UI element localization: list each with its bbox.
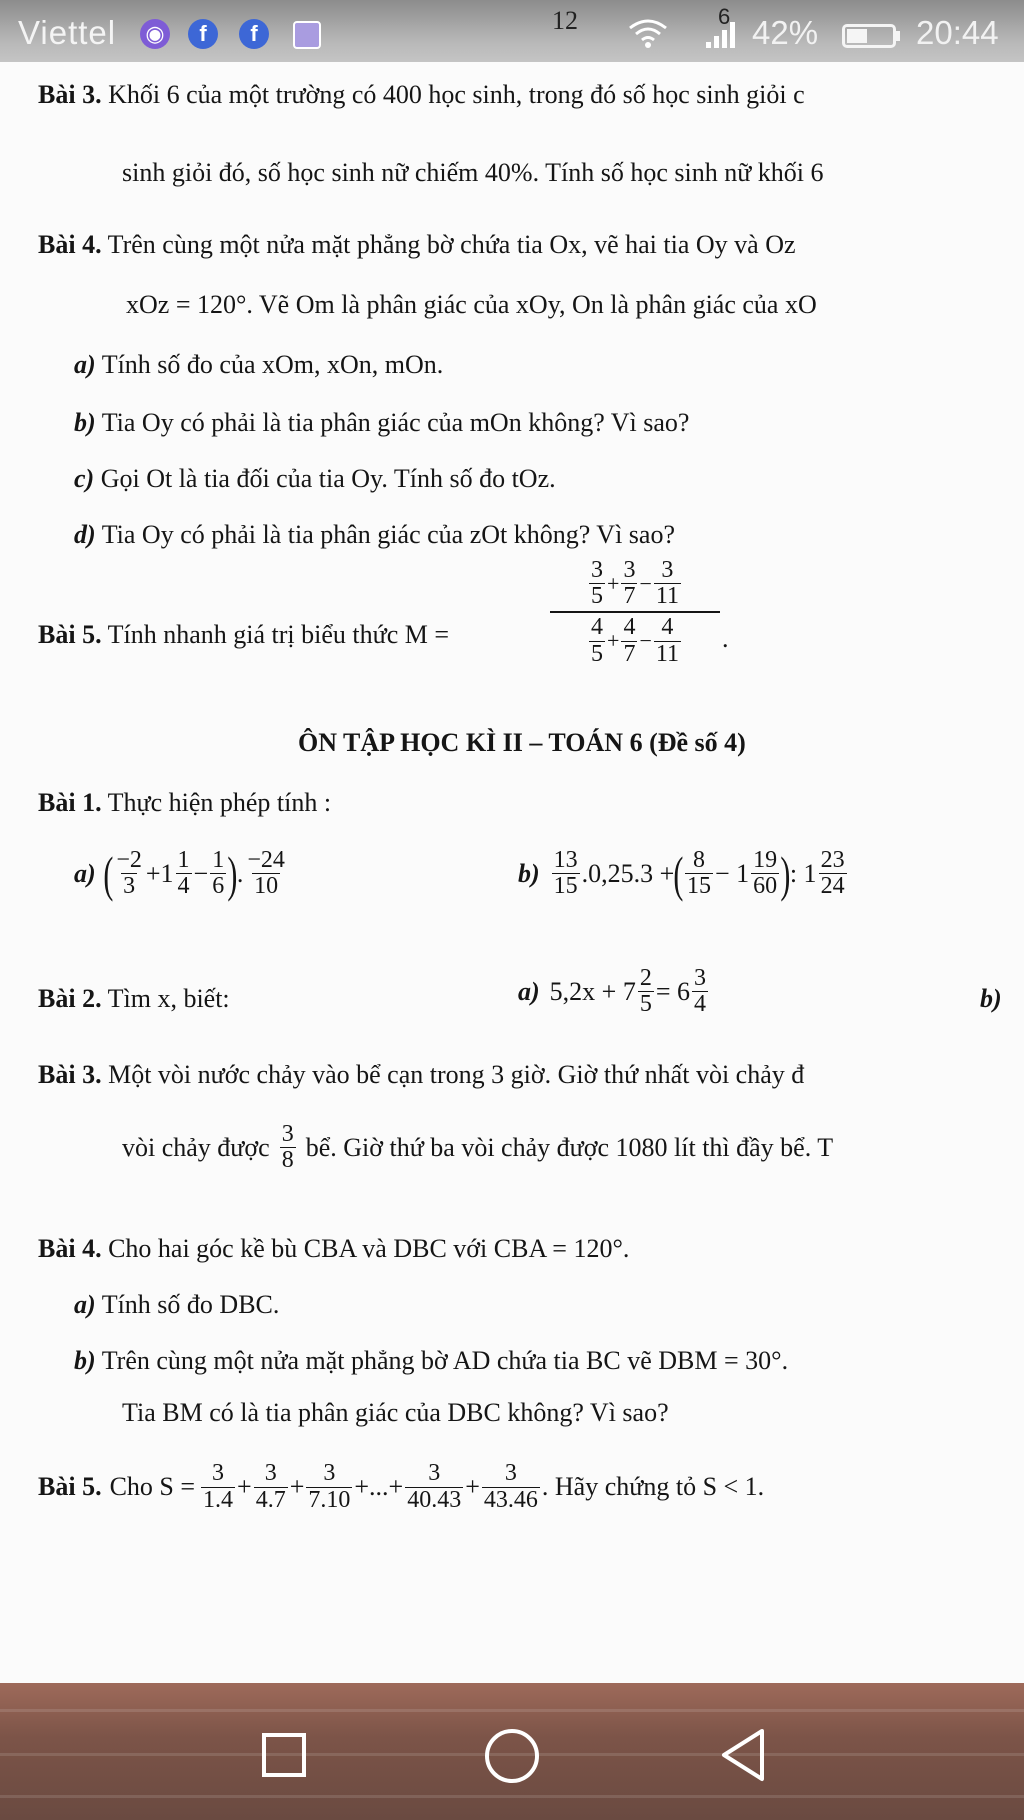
op: − bbox=[639, 570, 652, 596]
paren-open: ( bbox=[103, 845, 113, 902]
frac-den: 8 bbox=[281, 1147, 294, 1174]
p2-label: Bài 2. bbox=[38, 984, 102, 1013]
frac-num: −2 bbox=[116, 847, 142, 873]
p1-a bbox=[74, 845, 289, 902]
b4-a bbox=[74, 350, 443, 380]
home-button[interactable] bbox=[485, 1729, 539, 1783]
frac-den: 4 bbox=[694, 991, 707, 1018]
frac-num: 13 bbox=[553, 847, 578, 873]
b5-prev-text: Tính nhanh giá trị biểu thức M = bbox=[107, 620, 450, 649]
frac-num: 23 bbox=[820, 847, 845, 873]
frac-den: 24 bbox=[820, 873, 845, 900]
frac-num: 3 bbox=[212, 1460, 225, 1487]
frac bbox=[482, 1461, 540, 1512]
signal-extra-label: 6 bbox=[718, 4, 731, 29]
frac-num: 3 bbox=[323, 1460, 336, 1487]
frac-num: 1 bbox=[212, 847, 225, 873]
frac-num: 19 bbox=[753, 847, 778, 873]
p5-post: . Hãy chứng tỏ S < 1. bbox=[541, 1472, 765, 1501]
op: − 1 bbox=[715, 858, 750, 888]
frac-num: 8 bbox=[693, 847, 705, 873]
frac-num: 4 bbox=[591, 614, 604, 641]
b3-prev-line2: sinh giỏi đó, số học sinh nữ chiếm 40%. Tính số học sinh nữ khối 6 bbox=[122, 158, 824, 187]
b5-prev-label: Bài 5. bbox=[38, 620, 102, 649]
op: + bbox=[289, 1472, 305, 1501]
frac-num: 3 bbox=[623, 557, 636, 583]
p3-label: Bài 3. bbox=[38, 1060, 102, 1089]
frac-num: −24 bbox=[247, 847, 285, 873]
frac-den: 15 bbox=[553, 873, 578, 900]
clock: 20:44 bbox=[916, 14, 999, 51]
frac-num: 3 bbox=[281, 1121, 294, 1147]
section-title: ÔN TẬP HỌC KÌ II – TOÁN 6 (Đề số 4) bbox=[298, 728, 746, 757]
b4-c bbox=[74, 464, 556, 494]
frac-den: 10 bbox=[254, 873, 279, 900]
p4-text: Cho hai góc kề bù CBA và DBC với CBA = 120°. bbox=[108, 1234, 630, 1263]
frac bbox=[589, 558, 605, 609]
p2-a bbox=[518, 966, 710, 1017]
paren-open: ( bbox=[673, 845, 684, 902]
frac bbox=[751, 848, 779, 899]
p2-text: Tìm x, biết: bbox=[107, 984, 230, 1013]
frac bbox=[654, 558, 681, 609]
p1-a-label: a) bbox=[74, 858, 96, 888]
back-triangle-icon bbox=[718, 1727, 766, 1783]
p1-label: Bài 1. bbox=[38, 788, 102, 817]
op: − bbox=[193, 858, 209, 888]
frac-num: 4 bbox=[623, 614, 636, 641]
frac-num: 2 bbox=[639, 965, 652, 991]
facebook-icon-2: f bbox=[239, 19, 269, 49]
p3-line1 bbox=[38, 1060, 804, 1090]
frac bbox=[280, 1122, 296, 1173]
paren-close: ) bbox=[227, 845, 238, 902]
op: + bbox=[465, 1472, 480, 1501]
p5-label: Bài 5. bbox=[38, 1472, 102, 1501]
carrier-name: Viettel bbox=[18, 14, 117, 51]
frac-den: 5 bbox=[591, 640, 604, 667]
frac bbox=[819, 848, 847, 899]
recent-apps-button[interactable] bbox=[262, 1733, 306, 1777]
frac-den: 5 bbox=[591, 583, 604, 610]
frac-den: 60 bbox=[753, 873, 778, 900]
p2-a-label: a) bbox=[518, 976, 540, 1006]
op: − bbox=[639, 628, 652, 654]
b4-a-text: Tính số đo của xOm, xOn, mOn. bbox=[101, 350, 444, 379]
p3-text1: Một vòi nước chảy vào bể cạn trong 3 giờ. Giờ thứ nhất vòi chảy đ bbox=[108, 1060, 805, 1089]
frac-den: 7 bbox=[623, 583, 636, 610]
b4-prev-line2: xOz = 120°. Vẽ Om là phân giác của xOy, On là phân giác của xO bbox=[126, 290, 817, 319]
b4-b-label: b) bbox=[74, 408, 96, 437]
b5-period: . bbox=[722, 624, 729, 653]
frac bbox=[654, 615, 681, 666]
b5-prev bbox=[38, 620, 449, 650]
frac-num: 3 bbox=[591, 557, 604, 583]
frac-num: 3 bbox=[504, 1460, 517, 1487]
p3-text2b: bể. Giờ thứ ba vòi chảy được 1080 lít thì đầy bể. T bbox=[305, 1132, 834, 1162]
wifi-icon bbox=[628, 18, 668, 55]
p5-pre: Cho S = bbox=[109, 1472, 196, 1501]
frac bbox=[638, 966, 654, 1017]
frac bbox=[621, 558, 637, 609]
p4-b bbox=[74, 1346, 788, 1376]
b5-complex-fraction bbox=[550, 558, 720, 667]
p4-a bbox=[74, 1290, 279, 1320]
frac-den: 11 bbox=[655, 640, 679, 667]
op: .0,25.3 + bbox=[581, 858, 675, 888]
frac bbox=[552, 848, 580, 899]
facebook-icon: f bbox=[188, 19, 218, 49]
frac bbox=[589, 615, 605, 666]
op: + bbox=[237, 1472, 252, 1501]
b3-prev-label: Bài 3. bbox=[38, 80, 102, 109]
p4-line bbox=[38, 1234, 629, 1264]
p4-label: Bài 4. bbox=[38, 1234, 102, 1263]
frac bbox=[201, 1461, 235, 1512]
b4-b bbox=[74, 408, 689, 438]
op: . bbox=[236, 858, 244, 888]
frac-den: 43.46 bbox=[483, 1486, 538, 1513]
p2-b-label: b) bbox=[980, 984, 1002, 1013]
p1-text: Thực hiện phép tính : bbox=[107, 788, 332, 817]
p4-b-text: Trên cùng một nửa mặt phẳng bờ AD chứa tia BC vẽ DBM = 30°. bbox=[101, 1346, 789, 1375]
b4-b-text: Tia Oy có phải là tia phân giác của mOn không? Vì sao? bbox=[101, 408, 690, 437]
status-bar bbox=[0, 0, 1024, 62]
p5-line bbox=[38, 1452, 764, 1522]
main-fraction-bar bbox=[550, 611, 720, 613]
gallery-icon bbox=[293, 21, 321, 49]
b4-c-label: c) bbox=[74, 464, 95, 493]
frac bbox=[210, 848, 226, 899]
frac bbox=[254, 1461, 288, 1512]
frac-den: 15 bbox=[687, 873, 711, 900]
op: = 6 bbox=[655, 976, 691, 1006]
battery-percent: 42% bbox=[752, 14, 819, 51]
p2-a-lhs: 5,2x + 7 bbox=[549, 976, 636, 1006]
p1-b bbox=[518, 845, 849, 902]
p4-a-label: a) bbox=[74, 1290, 96, 1319]
b4-prev-label: Bài 4. bbox=[38, 230, 102, 259]
op: +1 bbox=[145, 858, 174, 888]
b4-d-text: Tia Oy có phải là tia phân giác của zOt không? Vì sao? bbox=[101, 520, 675, 549]
frac-num: 1 bbox=[177, 847, 190, 873]
paren-close: ) bbox=[780, 845, 791, 902]
b4-c-text: Gọi Ot là tia đối của tia Oy. Tính số đo tOz. bbox=[100, 464, 556, 493]
frac-num: 4 bbox=[661, 614, 674, 641]
p2-line bbox=[38, 984, 230, 1014]
frac-den: 7 bbox=[623, 640, 636, 667]
b4-prev-text1: Trên cùng một nửa mặt phẳng bờ chứa tia Ox, vẽ hai tia Oy và Oz bbox=[107, 230, 796, 259]
p3-line2 bbox=[122, 1122, 833, 1173]
frac-den: 6 bbox=[212, 873, 225, 900]
frac bbox=[692, 966, 708, 1017]
b5-denominator bbox=[587, 615, 683, 666]
frac-den: 11 bbox=[655, 583, 679, 610]
p1-line bbox=[38, 788, 331, 818]
frac bbox=[306, 1461, 352, 1512]
b5-numerator bbox=[587, 558, 683, 609]
p4-a-text: Tính số đo DBC. bbox=[101, 1290, 280, 1319]
p3-text2a: vòi chảy được bbox=[122, 1132, 270, 1162]
viber-icon: ◉ bbox=[140, 19, 170, 49]
frac bbox=[176, 848, 192, 899]
battery-tip bbox=[896, 31, 900, 41]
op: + bbox=[607, 628, 620, 654]
b4-a-label: a) bbox=[74, 350, 96, 379]
frac-den: 4.7 bbox=[255, 1486, 286, 1513]
page-number-peek: 12 bbox=[552, 6, 578, 35]
b3-prev-line1 bbox=[38, 80, 805, 110]
battery-icon bbox=[842, 24, 896, 48]
frac bbox=[685, 848, 713, 899]
frac-den: 4 bbox=[177, 873, 190, 900]
frac bbox=[245, 848, 287, 899]
frac-num: 3 bbox=[264, 1460, 277, 1487]
signal-icon bbox=[704, 20, 744, 55]
nav-texture bbox=[0, 1795, 1024, 1798]
p4-b-label: b) bbox=[74, 1346, 96, 1375]
frac-den: 40.43 bbox=[407, 1486, 462, 1513]
back-button[interactable] bbox=[718, 1727, 766, 1788]
nav-texture bbox=[0, 1709, 1024, 1712]
frac bbox=[621, 615, 637, 666]
op: + bbox=[607, 570, 620, 596]
b3-prev-text1: Khối 6 của một trường có 400 học sinh, trong đó số học sinh giỏi c bbox=[108, 80, 805, 109]
frac-den: 7.10 bbox=[308, 1486, 351, 1513]
b4-prev-line1 bbox=[38, 230, 796, 260]
frac-den: 5 bbox=[639, 991, 652, 1018]
p1-b-label: b) bbox=[518, 858, 540, 888]
op: +...+ bbox=[354, 1472, 404, 1501]
frac-den: 1.4 bbox=[203, 1486, 234, 1513]
b4-d bbox=[74, 520, 675, 550]
frac-num: 3 bbox=[661, 557, 674, 583]
frac bbox=[405, 1461, 463, 1512]
frac bbox=[114, 848, 144, 899]
frac-num: 3 bbox=[694, 965, 707, 991]
frac-num: 3 bbox=[428, 1460, 441, 1487]
frac-den: 3 bbox=[123, 873, 136, 900]
p4-b-line2: Tia BM có là tia phân giác của DBC không? Vì sao? bbox=[122, 1398, 669, 1427]
b4-d-label: d) bbox=[74, 520, 96, 549]
op: : 1 bbox=[789, 858, 817, 888]
